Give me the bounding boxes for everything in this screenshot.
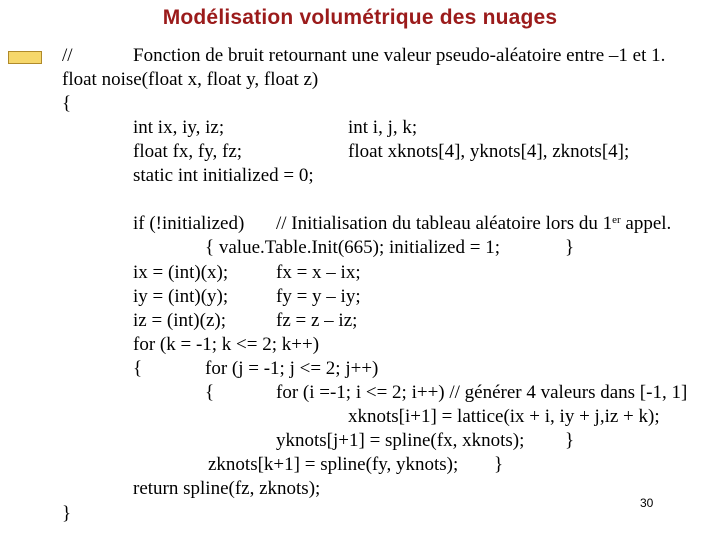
brace-j: { — [205, 382, 215, 403]
yknots-close-brace: } — [565, 430, 575, 451]
return-line: return spline(fz, zknots); — [133, 478, 321, 499]
function-signature: float noise(float x, float y, float z) — [62, 69, 319, 90]
declaration-static: static int initialized = 0; — [133, 165, 314, 186]
yknots-line: yknots[j+1] = spline(fx, xknots); — [276, 430, 525, 451]
init-close-brace: } — [565, 237, 575, 258]
fz-assign: fz = z – iz; — [276, 310, 358, 331]
declaration-knots: float xknots[4], yknots[4], zknots[4]; — [348, 141, 630, 162]
for-i-loop: for (i =-1; i <= 2; i++) // générer 4 valeurs dans [-1, 1] — [276, 382, 688, 403]
bullet-marker — [8, 51, 42, 64]
zknots-line: zknots[k+1] = spline(fy, yknots); — [208, 454, 459, 475]
if-comment-end: appel. — [620, 213, 672, 234]
declaration-floats: float fx, fy, fz; — [133, 141, 243, 162]
function-comment: Fonction de bruit retournant une valeur pseudo-aléatoire entre –1 et 1. — [133, 45, 666, 66]
comment-prefix: // — [62, 45, 73, 66]
init-call: { value.Table.Init(665); initialized = 1; — [205, 237, 500, 258]
close-brace: } — [62, 503, 72, 524]
iz-assign: iz = (int)(z); — [133, 310, 227, 331]
if-comment — [276, 213, 671, 235]
fx-assign: fx = x – ix; — [276, 262, 361, 283]
brace-k: { — [133, 358, 143, 379]
declaration-ints: int ix, iy, iz; — [133, 117, 225, 138]
xknots-line: xknots[i+1] = lattice(ix + i, iy + j,iz + k); — [348, 406, 660, 427]
if-comment-text: // Initialisation du tableau aléatoire lors du 1 — [276, 213, 613, 234]
for-k-loop: for (k = -1; k <= 2; k++) — [133, 334, 320, 355]
slide-title: Modélisation volumétrique des nuages — [162, 6, 558, 29]
fy-assign: fy = y – iy; — [276, 286, 361, 307]
ix-assign: ix = (int)(x); — [133, 262, 229, 283]
iy-assign: iy = (int)(y); — [133, 286, 229, 307]
zknots-close-brace: } — [494, 454, 504, 475]
page-number: 30 — [640, 496, 654, 510]
open-brace: { — [62, 93, 72, 114]
for-j-loop: for (j = -1; j <= 2; j++) — [205, 358, 379, 379]
if-initialized: if (!initialized) — [133, 213, 245, 234]
declaration-ijk: int i, j, k; — [348, 117, 418, 138]
if-comment-superscript: er — [612, 214, 621, 226]
